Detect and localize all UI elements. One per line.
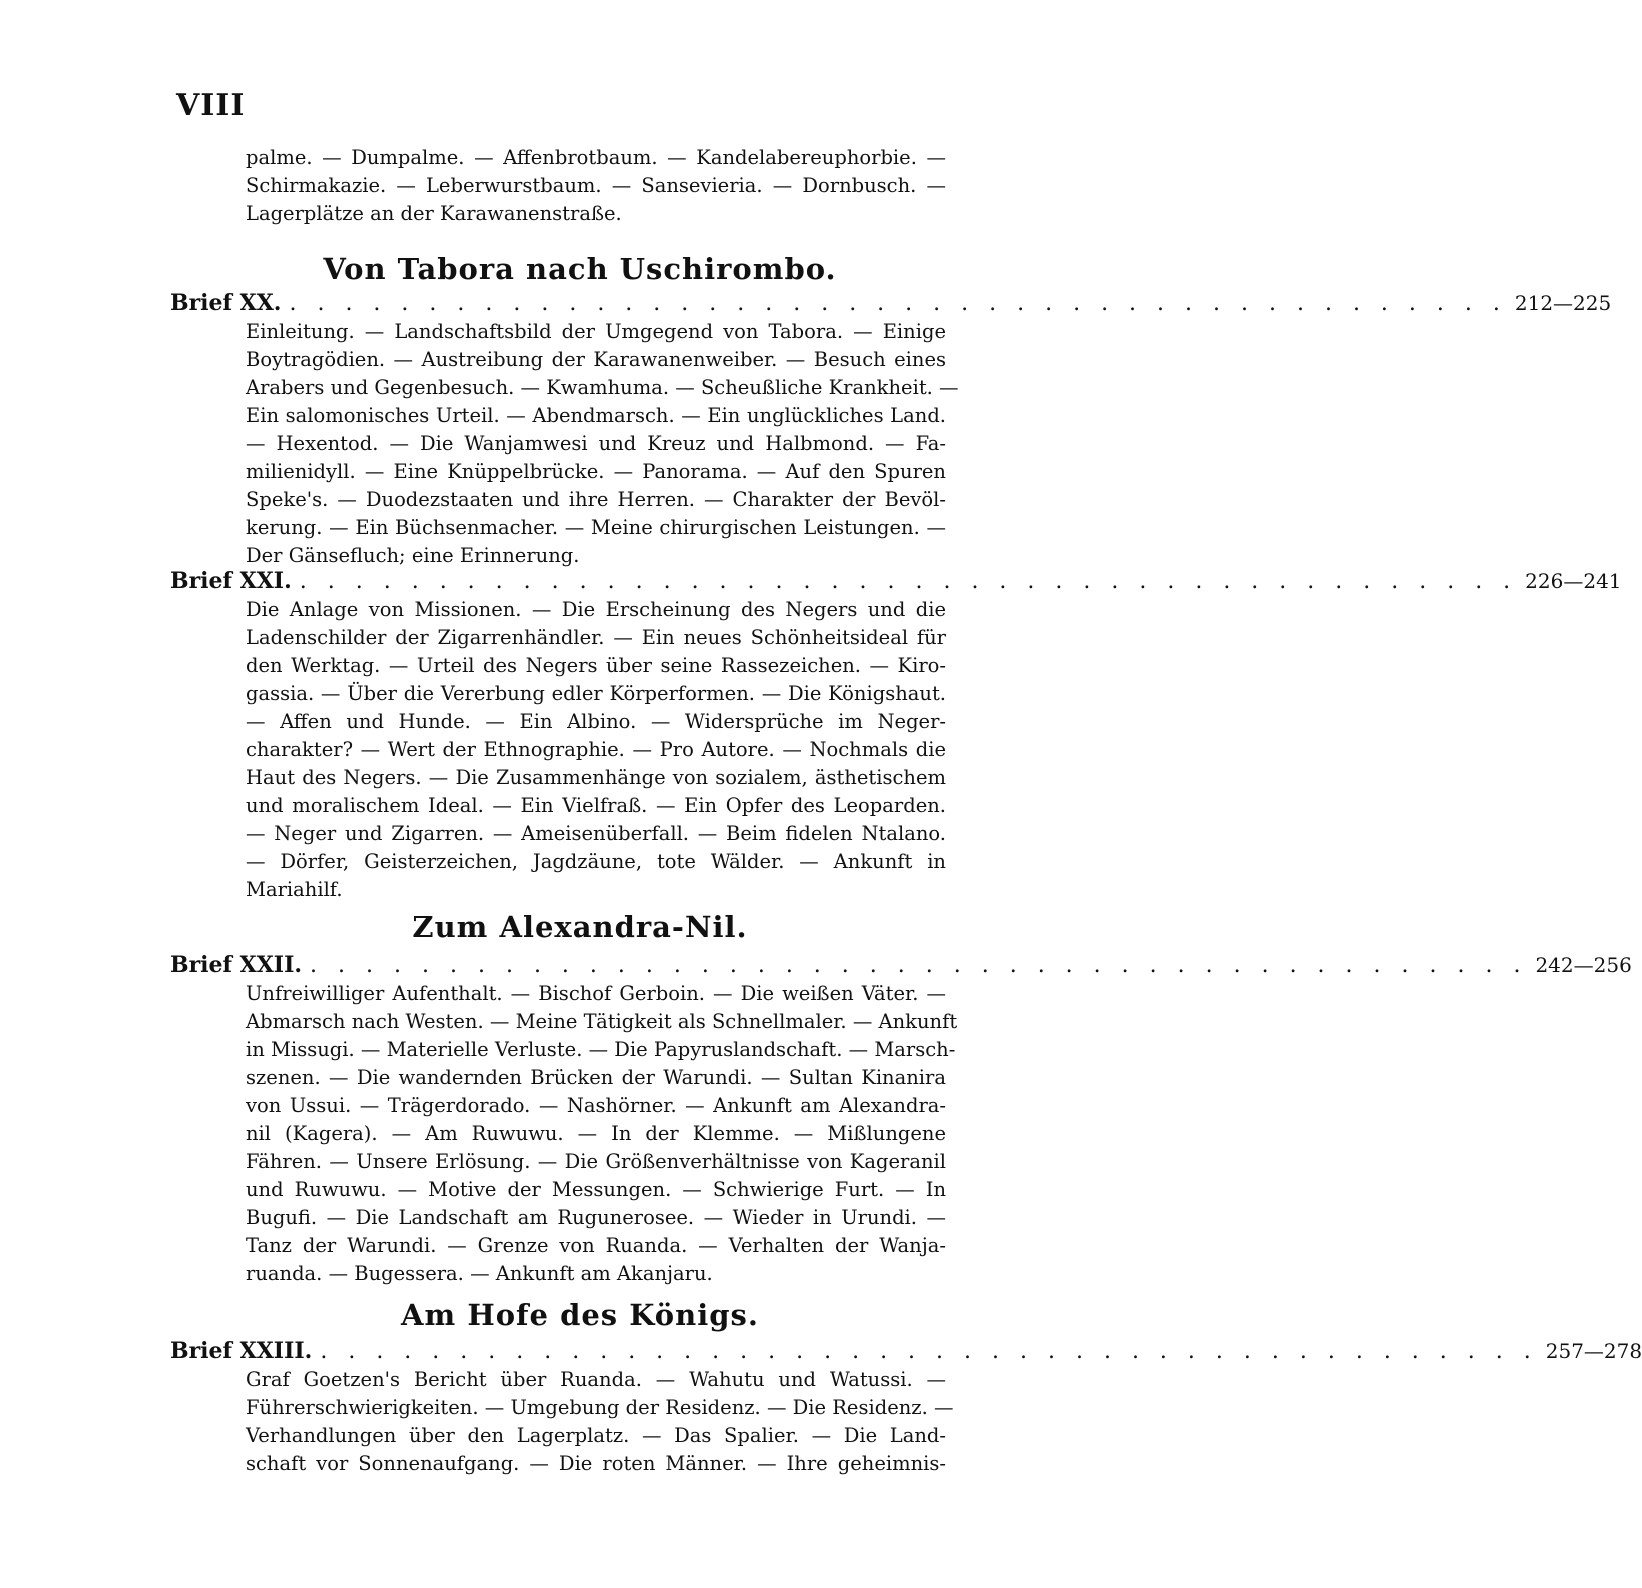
text-line: — Hexentod. — Die Wanjamwesi und Kreuz und Halbmond. — Fa- [246,432,946,455]
toc-entry [170,288,1612,570]
leader-dots: . . . . . . . . . . . . . . . . . . . . . . . . . . . . . . . . . . . . . . . . . . . . [320,1339,1538,1364]
text-line: in Missugi. — Materielle Verluste. — Die Papyruslandschaft. — Marsch- [246,1038,956,1061]
text-line: Ein salomonisches Urteil. — Abendmarsch. — Ein unglückliches Land. [246,404,946,427]
entry-label: Brief XXI. [170,568,292,594]
text-line: Mariahilf. [246,878,343,901]
text-line: — Neger und Zigarren. — Ameisenüberfall. — Beim fidelen Ntalano. [246,822,946,845]
text-line: Bugufi. — Die Landschaft am Rugunerosee. — Wieder in Urundi. — [246,1206,946,1229]
text-line: Einleitung. — Landschaftsbild der Umgegend von Tabora. — Einige [246,320,946,343]
text-line: Tanz der Warundi. — Grenze von Ruanda. — Verhalten der Wanja- [246,1234,946,1257]
leader-dots: . . . . . . . . . . . . . . . . . . . . . . . . . . . . . . . . . . . . . . . . . . . . [310,953,1528,978]
text-line: Schirmakazie. — Leberwurstbaum. — Sansevieria. — Dornbusch. — [246,174,946,197]
text-line: und moralischem Ideal. — Ein Vielfraß. — Ein Opfer des Leoparden. [246,794,946,817]
text-line: ruanda. — Bugessera. — Ankunft am Akanjaru. [246,1262,713,1285]
entry-label: Brief XXIII. [170,1338,313,1364]
text-line: Abmarsch nach Westen. — Meine Tätigkeit als Schnellmaler. — Ankunft [246,1010,958,1033]
entry-label: Brief XX. [170,290,282,316]
entry-pages: 257—278 [1545,1339,1642,1363]
leader-dots: . . . . . . . . . . . . . . . . . . . . . . . . . . . . . . . . . . . . . . . . . . . . [289,291,1507,316]
entry-pages: 226—241 [1525,569,1622,593]
text-line: Unfreiwilliger Aufenthalt. — Bischof Gerboin. — Die weißen Väter. — [246,982,946,1005]
text-line: Boytragödien. — Austreibung der Karawanenweiber. — Besuch eines [246,348,946,371]
section-heading: Von Tabora nach Uschirombo. [323,252,837,286]
text-line: schaft vor Sonnenaufgang. — Die roten Männer. — Ihre geheimnis- [246,1452,946,1475]
leader-dots: . . . . . . . . . . . . . . . . . . . . . . . . . . . . . . . . . . . . . . . . . . . . [299,569,1518,594]
entry-pages: 212—225 [1514,291,1612,315]
text-line: nil (Kagera). — Am Ruwuwu. — In der Klemme. — Mißlungene [246,1122,946,1145]
text-line: gassia. — Über die Vererbung edler Körperformen. — Die Königshaut. [246,682,946,705]
toc-entry [170,1336,1642,1478]
entry-pages: 242—256 [1535,953,1632,977]
text-line: Der Gänsefluch; eine Erinnerung. [246,544,580,567]
toc-entry [170,566,1622,904]
intro-block [170,144,990,228]
text-line: kerung. — Ein Büchsenmacher. — Meine chirurgischen Leistungen. — [246,516,946,539]
text-line: Haut des Negers. — Die Zusammenhänge von sozialem, ästhetischem [246,766,946,789]
text-line: szenen. — Die wandernden Brücken der Warundi. — Sultan Kinanira [246,1066,946,1089]
text-line: Führerschwierigkeiten. — Umgebung der Residenz. — Die Residenz. — [246,1396,954,1419]
text-line: Graf Goetzen's Bericht über Ruanda. — Wahutu und Watussi. — [246,1368,946,1391]
entry-label: Brief XXII. [170,952,303,978]
toc-entry [170,950,1632,1288]
text-line: Lagerplätze an der Karawanenstraße. [246,202,622,225]
text-line: palme. — Dumpalme. — Affenbrotbaum. — Kandelabereuphorbie. — [246,146,946,169]
text-line: — Affen und Hunde. — Ein Albino. — Widersprüche im Neger- [246,710,946,733]
text-line: den Werktag. — Urteil des Negers über seine Rassezeichen. — Kiro- [246,654,946,677]
text-line: Speke's. — Duodezstaaten und ihre Herren. — Charakter der Bevöl- [246,488,946,511]
page-number: VIII [176,88,246,123]
text-line: und Ruwuwu. — Motive der Messungen. — Schwierige Furt. — In [246,1178,946,1201]
text-line: — Dörfer, Geisterzeichen, Jagdzäune, tote Wälder. — Ankunft in [246,850,946,873]
text-line: Die Anlage von Missionen. — Die Erscheinung des Negers und die [246,598,946,621]
text-line: Ladenschilder der Zigarrenhändler. — Ein neues Schönheitsideal für [246,626,946,649]
text-line: Fähren. — Unsere Erlösung. — Die Größenverhältnisse von Kageranil [246,1150,946,1173]
text-line: milienidyll. — Eine Knüppelbrücke. — Panorama. — Auf den Spuren [246,460,946,483]
text-line: Verhandlungen über den Lagerplatz. — Das Spalier. — Die Land- [246,1424,946,1447]
section-heading: Zum Alexandra-Nil. [412,910,748,944]
section-heading: Am Hofe des Königs. [401,1298,759,1332]
text-line: charakter? — Wert der Ethnographie. — Pro Autore. — Nochmals die [246,738,946,761]
text-line: Arabers und Gegenbesuch. — Kwamhuma. — Scheußliche Krankheit. — [246,376,959,399]
text-line: von Ussui. — Trägerdorado. — Nashörner. — Ankunft am Alexandra- [246,1094,946,1117]
